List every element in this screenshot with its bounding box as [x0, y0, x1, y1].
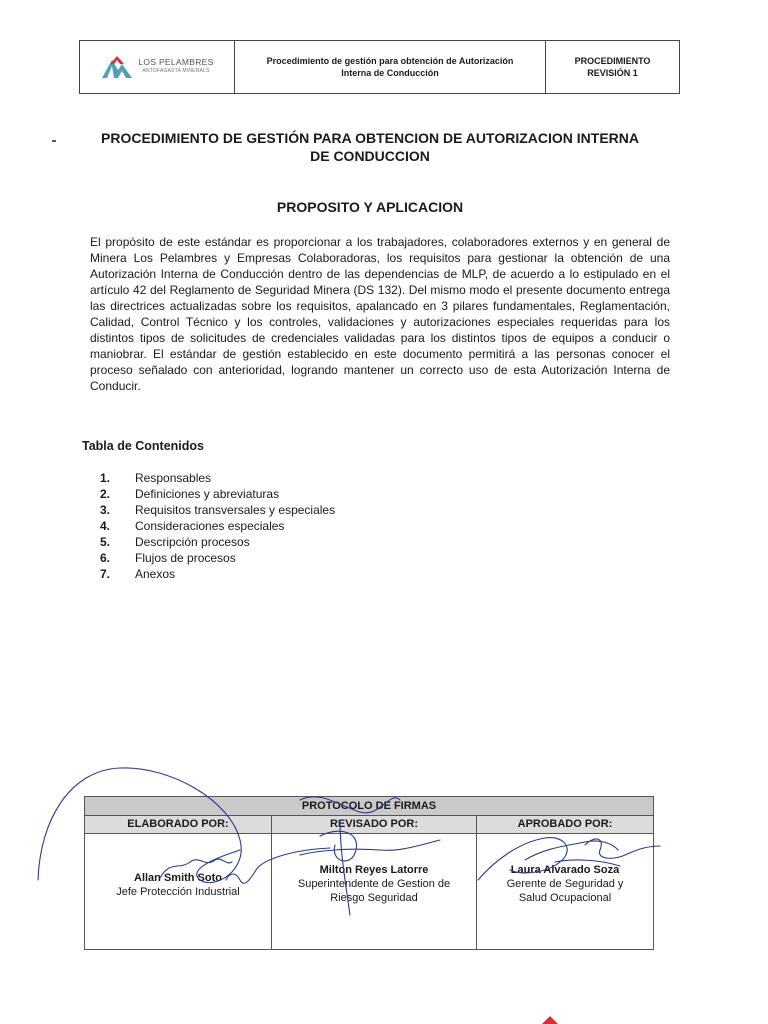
elaborated-by-role: Jefe Protección Industrial [116, 886, 240, 898]
approved-by-header: APROBADO POR: [517, 818, 613, 830]
toc-item-number: 5. [100, 535, 111, 549]
reviewed-by-header: REVISADO POR: [272, 816, 477, 833]
reviewed-by-cell [272, 834, 477, 950]
signature-table-title: PROTOCOLO DE FIRMAS [85, 797, 653, 816]
company-name: LOS PELAMBRES [138, 57, 214, 67]
doc-code-cell [546, 41, 679, 93]
doc-type: PROCEDIMIENTO [574, 56, 651, 66]
toc-item [100, 470, 335, 486]
toc-item-number: 6. [100, 551, 111, 565]
elaborated-by-cell [85, 834, 272, 950]
approved-by-role-line2: Salud Ocupacional [518, 892, 612, 904]
toc-item-number: 4. [100, 519, 111, 533]
elaborated-by-name: Allan Smith Soto [134, 872, 222, 884]
margin-mark [52, 140, 56, 142]
section-title: PROPOSITO Y APLICACION [276, 199, 464, 215]
purpose-paragraph: El propósito de este estándar es proporcionar a los trabajadores, colaboradores externos y en general de Minera Los Pelambres y Empresas Colaboradoras, los requisitos para gestionar la obtención de una Autorización Interna de Conducción dentro de las dependencias de MLP, de acuerdo a lo estipulado en el artículo 42 del Reglamento de Seguridad Minera (DS 132). Del mismo modo el presente documento entrega las directrices actualizadas sobre los requisitos, apalancado en 3 pilares fundamentales, Reglamentación, Calidad, Control Técnico y los controles, validaciones y autorizaciones especiales requeridas para los distintos tipos de solicitudes de credenciales validadas para los distintos tipos de equipos a conducir o maniobrar. El estándar de gestión establecido en este documento permitirá a las personas conocer el proceso señalado con anterioridad, logrando mantener un correcto uso de esta Autorización Interna de Conducir. [90, 235, 670, 393]
toc-item [100, 486, 335, 502]
toc-item-number: 3. [100, 503, 111, 517]
doc-title-cell [235, 41, 546, 93]
logo-cell [80, 41, 235, 93]
doc-title-line2: Interna de Conducción [341, 68, 439, 78]
page-corner-mark [542, 1016, 558, 1024]
approved-by-cell [477, 834, 653, 950]
approved-by-name: Laura Alvarado Soza [510, 864, 620, 876]
signature-table-header-row [85, 816, 653, 834]
toc-list [100, 470, 335, 582]
toc-item [100, 534, 335, 550]
toc-item-label: Descripción procesos [135, 535, 250, 549]
company-logo [100, 54, 213, 80]
toc-item [100, 566, 335, 582]
toc-item-label: Flujos de procesos [135, 551, 236, 565]
toc-item-number: 2. [100, 487, 111, 501]
page-title-line1: PROCEDIMIENTO DE GESTIÓN PARA OBTENCION DE AUTORIZACION INTERNA [101, 130, 639, 146]
mountain-logo-icon [100, 54, 134, 80]
toc-item-label: Consideraciones especiales [135, 519, 285, 533]
signature-protocol-table [84, 796, 654, 950]
toc-item-label: Definiciones y abreviaturas [135, 487, 280, 501]
reviewed-by-name: Milton Reyes Latorre [319, 864, 429, 876]
toc-item-label: Responsables [135, 471, 212, 485]
toc-title: Tabla de Contenidos [82, 439, 204, 453]
toc-item [100, 502, 335, 518]
toc-item-label: Requisitos transversales y especiales [135, 503, 336, 517]
document-header [79, 40, 680, 94]
toc-item-label: Anexos [135, 567, 176, 581]
page-title-line2: DE CONDUCCION [310, 148, 430, 164]
toc-item [100, 550, 335, 566]
doc-title-line1: Procedimiento de gestión para obtención de Autorización [266, 56, 514, 66]
reviewed-by-role-line1: Superintendente de Gestion de [297, 878, 451, 890]
toc-item-number: 7. [100, 567, 111, 581]
toc-item [100, 518, 335, 534]
company-subtitle: ANTOFAGASTA MINERALS [142, 68, 210, 74]
reviewed-by-role-line2: Riesgo Seguridad [330, 892, 418, 904]
approved-by-role-line1: Gerente de Seguridad y [506, 878, 624, 890]
page-title [70, 129, 670, 165]
signature-table-body [85, 834, 653, 950]
elaborated-by-header: ELABORADO POR: [85, 816, 272, 833]
doc-revision: REVISIÓN 1 [587, 68, 638, 78]
toc-item-number: 1. [100, 471, 111, 485]
